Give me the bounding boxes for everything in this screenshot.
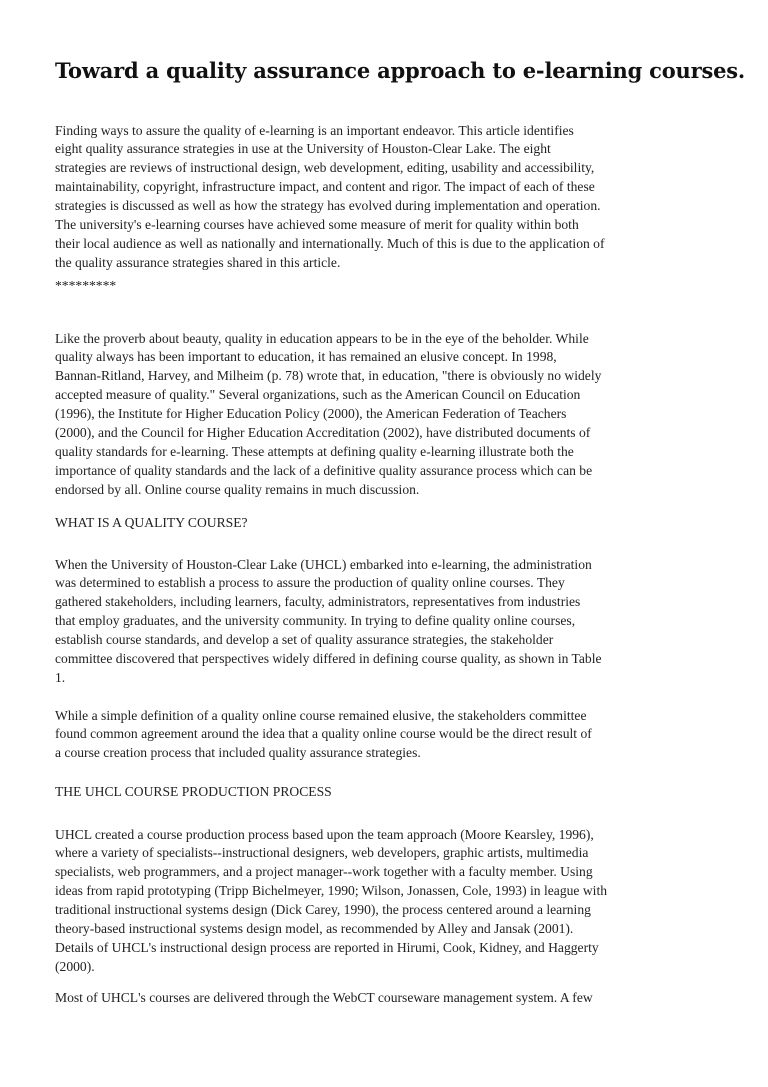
text-line: maintainability, copyright, infrastructure impact, and content and rigor. The impact of each of these xyxy=(55,179,595,195)
text-line: UHCL created a course production process based upon the team approach (Moore Kearsley, 1996), xyxy=(55,826,594,842)
text-line: Finding ways to assure the quality of e-learning is an important endeavor. This article identifies xyxy=(55,122,574,138)
text-line: ideas from rapid prototyping (Tripp Bichelmeyer, 1990; Wilson, Jonassen, Cole, 1993) in league with xyxy=(55,883,608,899)
paragraph xyxy=(55,556,602,688)
text-line: endorsed by all. Online course quality remains in much discussion. xyxy=(55,481,420,497)
text-line: Details of UHCL's instructional design process are reported in Hirumi, Cook, Kidney, and Haggerty xyxy=(55,939,599,955)
text-line: (1996), the Institute for Higher Education Policy (2000), the American Federation of Teachers xyxy=(55,406,567,422)
text-line: found common agreement around the idea that a quality online course would be the direct result of xyxy=(55,726,592,742)
text-line: THE UHCL COURSE PRODUCTION PROCESS xyxy=(55,783,332,799)
text-line: While a simple definition of a quality online course remained elusive, the stakeholders committee xyxy=(55,707,587,723)
text-line: Bannan-Ritland, Harvey, and Milheim (p. 78) wrote that, in education, "there is obviously no widely xyxy=(55,368,602,384)
text-line: The university's e-learning courses have achieved some measure of merit for quality within both xyxy=(55,216,579,232)
paragraph xyxy=(55,707,592,764)
text-line: (2000). xyxy=(55,958,95,974)
section-heading xyxy=(55,783,332,802)
abstract-paragraph xyxy=(55,122,605,273)
text-line: was determined to establish a process to assure the production of quality online courses. They xyxy=(55,575,565,591)
text-line: that employ graduates, and the university community. In trying to define quality online courses, xyxy=(55,613,576,629)
text-line: WHAT IS A QUALITY COURSE? xyxy=(55,514,248,530)
text-line: strategies are reviews of instructional design, web development, editing, usability and accessibility, xyxy=(55,160,595,176)
paragraph xyxy=(55,826,607,977)
text-line: quality standards for e-learning. These attempts at defining quality e-learning illustrate both the xyxy=(55,443,574,459)
text-line: the quality assurance strategies shared in this article. xyxy=(55,254,341,270)
document-title: Toward a quality assurance approach to e-learning courses. xyxy=(55,58,746,83)
text-line: eight quality assurance strategies in use at the University of Houston-Clear Lake. The eight xyxy=(55,141,551,157)
text-line: traditional instructional systems design (Dick Carey, 1990), the process centered around a learning xyxy=(55,902,591,918)
text-line: importance of quality standards and the lack of a definitive quality assurance process which can be xyxy=(55,462,593,478)
text-line: quality always has been important to education, it has remained an elusive concept. In 1998, xyxy=(55,349,557,365)
paragraph xyxy=(55,989,593,1008)
text-line: When the University of Houston-Clear Lake (UHCL) embarked into e-learning, the administration xyxy=(55,556,592,572)
text-line: their local audience as well as nationally and internationally. Much of this is due to the application of xyxy=(55,235,605,251)
text-line: specialists, web programmers, and a project manager--work together with a faculty member. Using xyxy=(55,864,593,880)
text-line: where a variety of specialists--instructional designers, web developers, graphic artists, multimedia xyxy=(55,845,589,861)
text-line: strategies is discussed as well as how the strategy has evolved during implementation and operation. xyxy=(55,198,601,214)
text-line: 1. xyxy=(55,669,66,685)
text-line: a course creation process that included quality assurance strategies. xyxy=(55,745,421,761)
text-line: accepted measure of quality." Several organizations, such as the American Council on Education xyxy=(55,387,581,403)
text-line: theory-based instructional systems design model, as recommended by Alley and Jansak (2001). xyxy=(55,920,574,936)
text-line: Most of UHCL's courses are delivered through the WebCT courseware management system. A few xyxy=(55,989,593,1005)
text-line: establish course standards, and develop a set of quality assurance strategies, the stakeholder xyxy=(55,632,554,648)
section-heading xyxy=(55,514,248,533)
text-line: committee discovered that perspectives widely differed in defining course quality, as shown in Table xyxy=(55,650,602,666)
text-line: Like the proverb about beauty, quality in education appears to be in the eye of the beholder. While xyxy=(55,330,589,346)
text-line: ********* xyxy=(55,278,117,293)
text-line: gathered stakeholders, including learners, faculty, administrators, representatives from industries xyxy=(55,594,581,610)
text-line: (2000), and the Council for Higher Education Accreditation (2002), have distributed documents of xyxy=(55,424,591,440)
intro-paragraph xyxy=(55,330,601,500)
separator xyxy=(55,277,116,296)
